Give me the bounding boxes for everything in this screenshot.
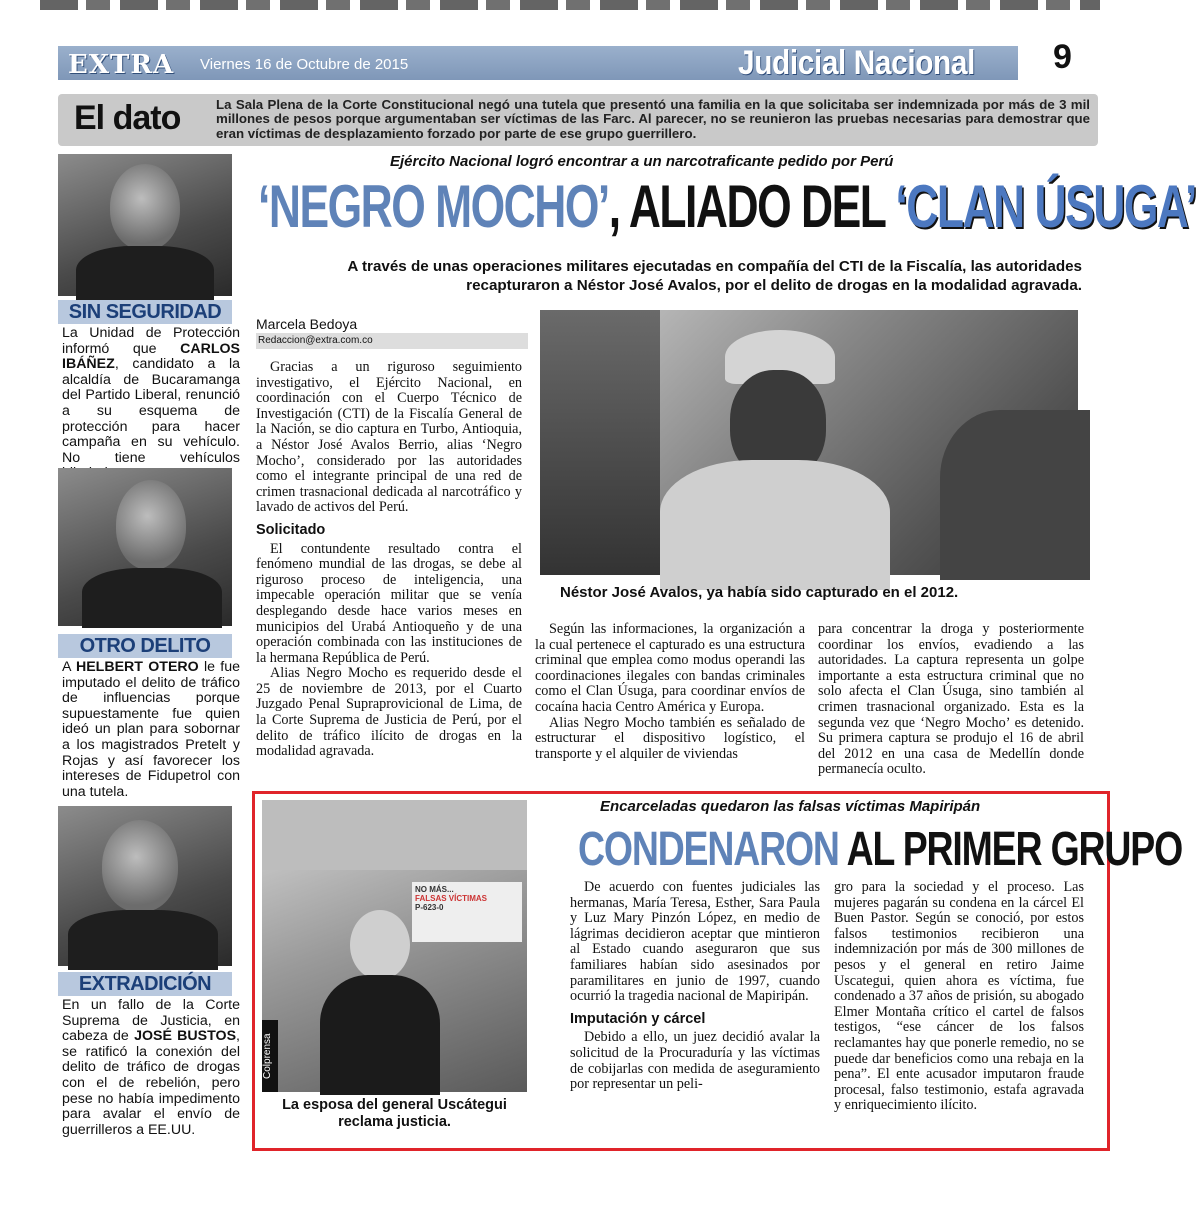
- issue-date: Viernes 16 de Octubre de 2015: [200, 56, 409, 73]
- extradicion-title: EXTRADICIÓN: [58, 972, 232, 996]
- paragraph: Alias Negro Mocho es requerido desde el 25 de noviembre de 2013, por el Cuarto Juzgado Penal Supraprovicional de Lima, de la Corte Suprema de Justicia de Perú, por el delito de tráfico ilícito de drogas en la modalidad agravada.: [256, 665, 522, 760]
- byline-email: Redaccion@extra.com.co: [256, 333, 528, 349]
- clipped-top-strip: [40, 0, 1100, 10]
- protest-sign-text: FALSAS VÍCTIMAS: [415, 894, 488, 903]
- extradicion-text: En un fallo de la Corte Suprema de Justicia, en cabeza de JOSÉ BUSTOS, se ratificó la conexión del delito de tráfico de drogas con el de rebelión, pero pese no había impedimento para avalar el envío de guerrilleros a EE.UU.: [62, 997, 240, 1138]
- main-column-1: [256, 360, 522, 760]
- nestor-avalos-photo: [540, 310, 1078, 575]
- carlos-ibanez-photo: [58, 154, 232, 296]
- paragraph: El contundente resultado contra el fenómeno mundial de las drogas, se debe al riguroso proceso de inteligencia, una impecable operación militar que se venía desplegando desde hace varios meses en municipios del Urabá Antioqueño y de una operación combinada con las instituciones de la hermana República de Perú.: [256, 540, 522, 666]
- paragraph: gro para la sociedad y el proceso. Las mujeres pagarán su condena en la cárcel El Buen Pastor. Según se conoció, por estos falsos testimonios recibieron una indemnización por más de 300 millones de pesos y el general en retiro Jaime Uscategui, quien ahora es víctima, fue condenado a 37 años de prisión, su abogado Elmer Montaña crítico el cartel de falsos testigos, “ese cáncer de los falsos reclamantes hay que ponerle remedio, no se puede dar beneficios como una rebaja en la pena”. El ente acusador imputaron fraude procesal, falso testimonio, estafa agravada y enriquecimiento ilícito.: [834, 879, 1084, 1114]
- second-headline: CONDENARON AL PRIMER GRUPO: [578, 823, 1183, 876]
- paragraph: Según las informaciones, la organización a la cual pertenece el capturado es una estructura criminal que emplea como modus operandi las coordinaciones ilegales con bandas criminales como el Clan Úsuga, para coordinar envíos de cocaína hacia Centro América y Europa.: [535, 621, 805, 715]
- page-number: 9: [1053, 38, 1072, 76]
- main-kicker: Ejército Nacional logró encontrar a un narcotraficante pedido por Perú: [390, 153, 894, 170]
- jose-bustos-photo: [58, 806, 232, 966]
- paragraph: Gracias a un riguroso seguimiento investigativo, el Ejército Nacional, en coordinación con el Cuerpo Técnico de Investigación (CTI) de la Fiscalía General de la Nación, se dio captura en Turbo, Antioquia, a Néstor José Avalos Berrio, alias ‘Negro Mocho’, considerado por las autoridades como el integrante principal de una red de crimen trasnacional dedicada al narcotráfico y lavado de activos del Perú.: [256, 359, 522, 516]
- el-dato-text: La Sala Plena de la Corte Constitucional negó una tutela que presentó una familia en la que solicitaba ser indemnizada por más de 3 mil millones de pesos porque argumentaban ser víctimas de las Farc. Al parecer, no se reunieron las pruebas necesarias para demostrar que eran víctimas de desplazamiento forzado por parte de ese grupo guerrillero.: [216, 97, 1090, 141]
- subtitle-solicitado: Solicitado: [256, 521, 326, 538]
- main-column-3: [818, 622, 1084, 778]
- helbert-otero-photo: [58, 468, 232, 626]
- paragraph: Debido a ello, un juez decidió avalar la solicitud de la Procuraduría y las víctimas de cobijarlas con medida de aseguramiento por representar un peli-: [570, 1029, 820, 1093]
- main-subhead: A través de unas operaciones militares ejecutadas en compañía del CTI de la Fiscalía, las autoridades recapturaron a Néstor José Avalos, por el delito de drogas en la modalidad agravada.: [347, 258, 1082, 294]
- newspaper-logo: EXTRA: [68, 50, 175, 80]
- byline: Marcela Bedoya: [256, 316, 358, 332]
- esposa-uscategui-photo: [262, 800, 527, 1092]
- page-header: [58, 40, 1098, 84]
- paragraph: Alias Negro Mocho también es señalado de estructurar el dispositivo logístico, el transporte y el alquiler de viviendas: [535, 714, 805, 762]
- protest-sign-text: P-623-0: [415, 903, 444, 912]
- sin-seguridad-text: La Unidad de Protección informó que CARLOS IBÁÑEZ, candidato a la alcaldía de Bucaramanga del Partido Liberal, renunció a su esquema de protección para hacer campaña en su vehículo. No tiene vehículos: [62, 325, 240, 466]
- second-kicker: Encarceladas quedaron las falsas víctimas Mapiripán: [600, 798, 981, 815]
- main-column-2: [535, 622, 805, 762]
- main-photo-caption: Néstor José Avalos, ya había sido capturado en el 2012.: [560, 584, 959, 601]
- protest-sign-text: NO MÁS...: [415, 885, 454, 894]
- section-title: Judicial Nacional: [738, 44, 975, 82]
- second-column-1: [570, 880, 820, 1093]
- sin-seguridad-title: SIN SEGURIDAD: [58, 300, 232, 324]
- otro-delito-title: OTRO DELITO: [58, 634, 232, 658]
- el-dato-box: [58, 94, 1098, 146]
- subtitle-imputacion: Imputación y cárcel: [570, 1010, 706, 1027]
- second-photo-caption: La esposa del general Uscátegui reclama justicia.: [282, 1097, 507, 1130]
- el-dato-label: El dato: [74, 99, 181, 137]
- second-column-2: [834, 880, 1084, 1114]
- paragraph: para concentrar la droga y posteriormente coordinar los envíos, evadiendo a las autoridades. La captura representa un golpe importante a esta estructura criminal que no solo afecta el Clan Úsuga, sino también al crimen trasnacional organizado. Esta es la segunda vez que ‘Negro Mocho’ es detenido. Su primera captura se produjo el 16 de abril del 2012 en una casa de Medellín donde permanecía oculto.: [818, 621, 1084, 778]
- main-headline: ‘NEGRO MOCHO’, ALIADO DEL ‘CLAN ÚSUGA’: [258, 173, 1196, 240]
- otro-delito-text: A HELBERT OTERO le fue imputado el delito de tráfico de influencias porque supuestamente fue quien ideó un plan para sobornar a los magistrados Pretelt y Rojas y así favorecer los intereses de Fidupetrol con una tutela.: [62, 659, 241, 800]
- photo-credit: Colprensa: [262, 1020, 278, 1092]
- paragraph: De acuerdo con fuentes judiciales las hermanas, María Teresa, Esther, Sara Paula y Luz Mary Pinzón López, en medio de lágrimas decidieron aceptar que mintieron al Estado cuando aseguraron que sus familiares habían sido asesinados por paramilitares en junio de 1997, cuando ocurrió la tragedia nacional de Mapiripán.: [570, 879, 820, 1005]
